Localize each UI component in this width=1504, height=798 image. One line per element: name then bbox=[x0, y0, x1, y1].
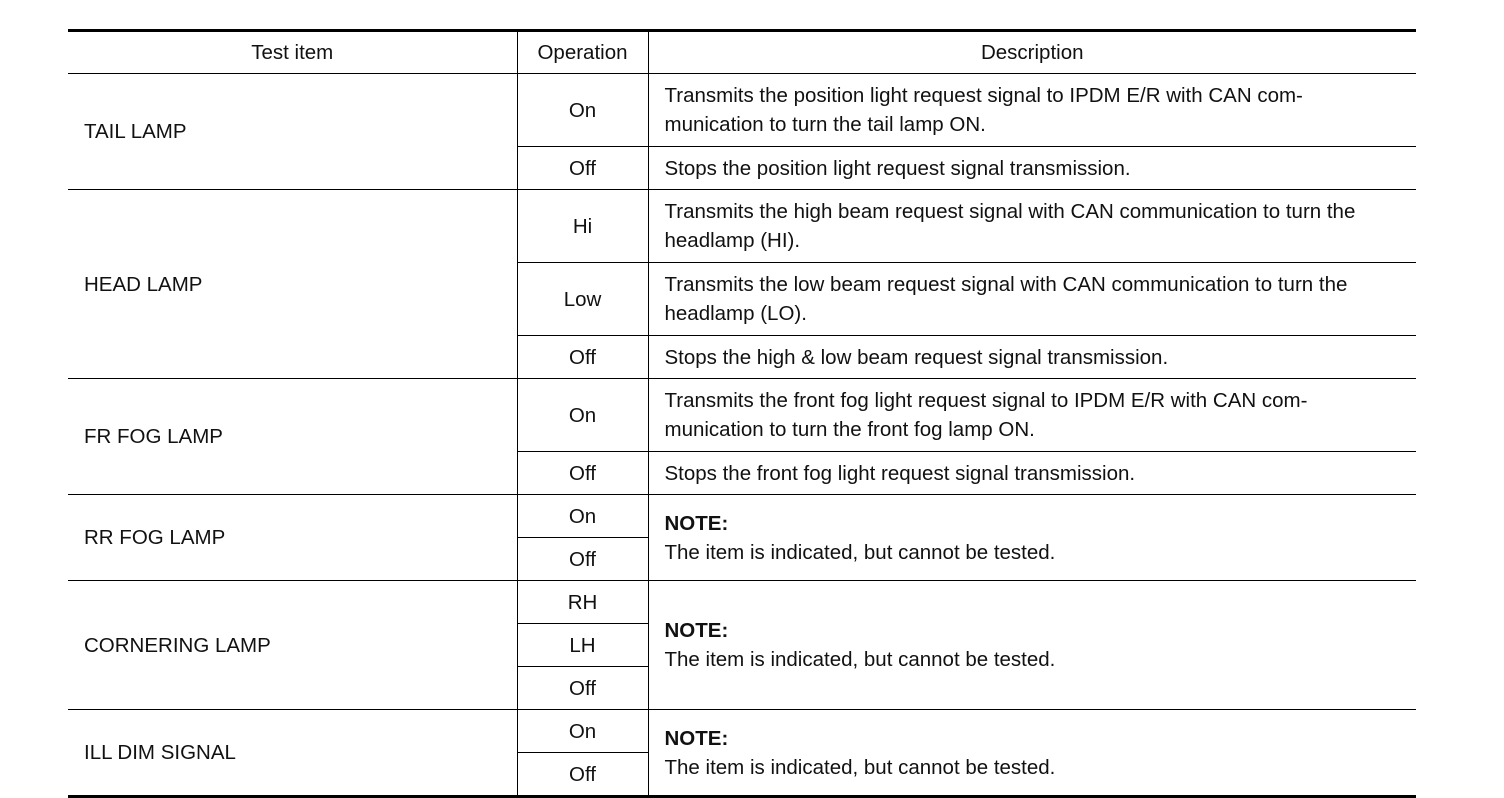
description-cell: Stops the position light request signal transmission. bbox=[648, 147, 1416, 190]
test-item-rr-fog-lamp: RR FOG LAMP bbox=[84, 526, 226, 549]
note-label: NOTE: bbox=[664, 511, 729, 535]
table-row bbox=[68, 190, 1416, 263]
header-description: Description bbox=[648, 31, 1416, 74]
operation-cell: Off bbox=[517, 753, 648, 797]
note-text: The item is indicated, but cannot be tested. bbox=[664, 755, 1056, 779]
operation-cell: Off bbox=[517, 147, 648, 190]
description-cell: Transmits the high beam request signal with CAN communication to turn the headlamp (HI). bbox=[648, 190, 1416, 263]
table-row bbox=[68, 74, 1416, 147]
operation-cell: Low bbox=[517, 263, 648, 336]
header-operation: Operation bbox=[517, 31, 648, 74]
test-item-fr-fog-lamp: FR FOG LAMP bbox=[84, 425, 223, 448]
test-item-cornering-lamp: CORNERING LAMP bbox=[84, 633, 271, 657]
note-cell bbox=[648, 710, 1416, 797]
description-cell: Stops the front fog light request signal transmission. bbox=[648, 452, 1416, 495]
operation-cell: On bbox=[517, 379, 648, 452]
header-test-item: Test item bbox=[251, 41, 334, 64]
operation-cell: LH bbox=[517, 624, 648, 667]
note-label: NOTE: bbox=[664, 619, 729, 642]
note-text: The item is indicated, but cannot be tested. bbox=[664, 648, 1056, 671]
description-cell: Transmits the position light request signal to IPDM E/R with CAN com-munication to turn the tail lamp ON. bbox=[648, 74, 1416, 147]
note-cell bbox=[648, 581, 1416, 710]
table-header-row bbox=[68, 31, 1416, 74]
test-item-tail-lamp: TAIL LAMP bbox=[84, 120, 187, 143]
note-text: The item is indicated, but cannot be tested. bbox=[664, 540, 1056, 564]
table-row bbox=[68, 710, 1416, 753]
table-row bbox=[68, 379, 1416, 452]
description-cell: Stops the high & low beam request signal transmission. bbox=[648, 336, 1416, 379]
operation-cell: On bbox=[517, 74, 648, 147]
note-label: NOTE: bbox=[664, 726, 729, 750]
table-row bbox=[68, 495, 1416, 538]
operation-cell: On bbox=[517, 495, 648, 538]
table-row bbox=[68, 581, 1416, 624]
operation-cell: Hi bbox=[517, 190, 648, 263]
operation-cell: On bbox=[517, 710, 648, 753]
test-item-table bbox=[68, 29, 1416, 798]
operation-cell: Off bbox=[517, 452, 648, 495]
operation-cell: Off bbox=[517, 336, 648, 379]
description-cell: Transmits the low beam request signal with CAN communication to turn the headlamp (LO). bbox=[648, 263, 1416, 336]
note-cell bbox=[648, 495, 1416, 581]
operation-cell: RH bbox=[517, 581, 648, 624]
operation-cell: Off bbox=[517, 538, 648, 581]
description-cell: Transmits the front fog light request signal to IPDM E/R with CAN com-munication to turn the front fog lamp ON. bbox=[648, 379, 1416, 452]
test-item-ill-dim-signal: ILL DIM SIGNAL bbox=[84, 741, 236, 764]
operation-cell: Off bbox=[517, 667, 648, 710]
test-item-head-lamp: HEAD LAMP bbox=[84, 272, 203, 296]
